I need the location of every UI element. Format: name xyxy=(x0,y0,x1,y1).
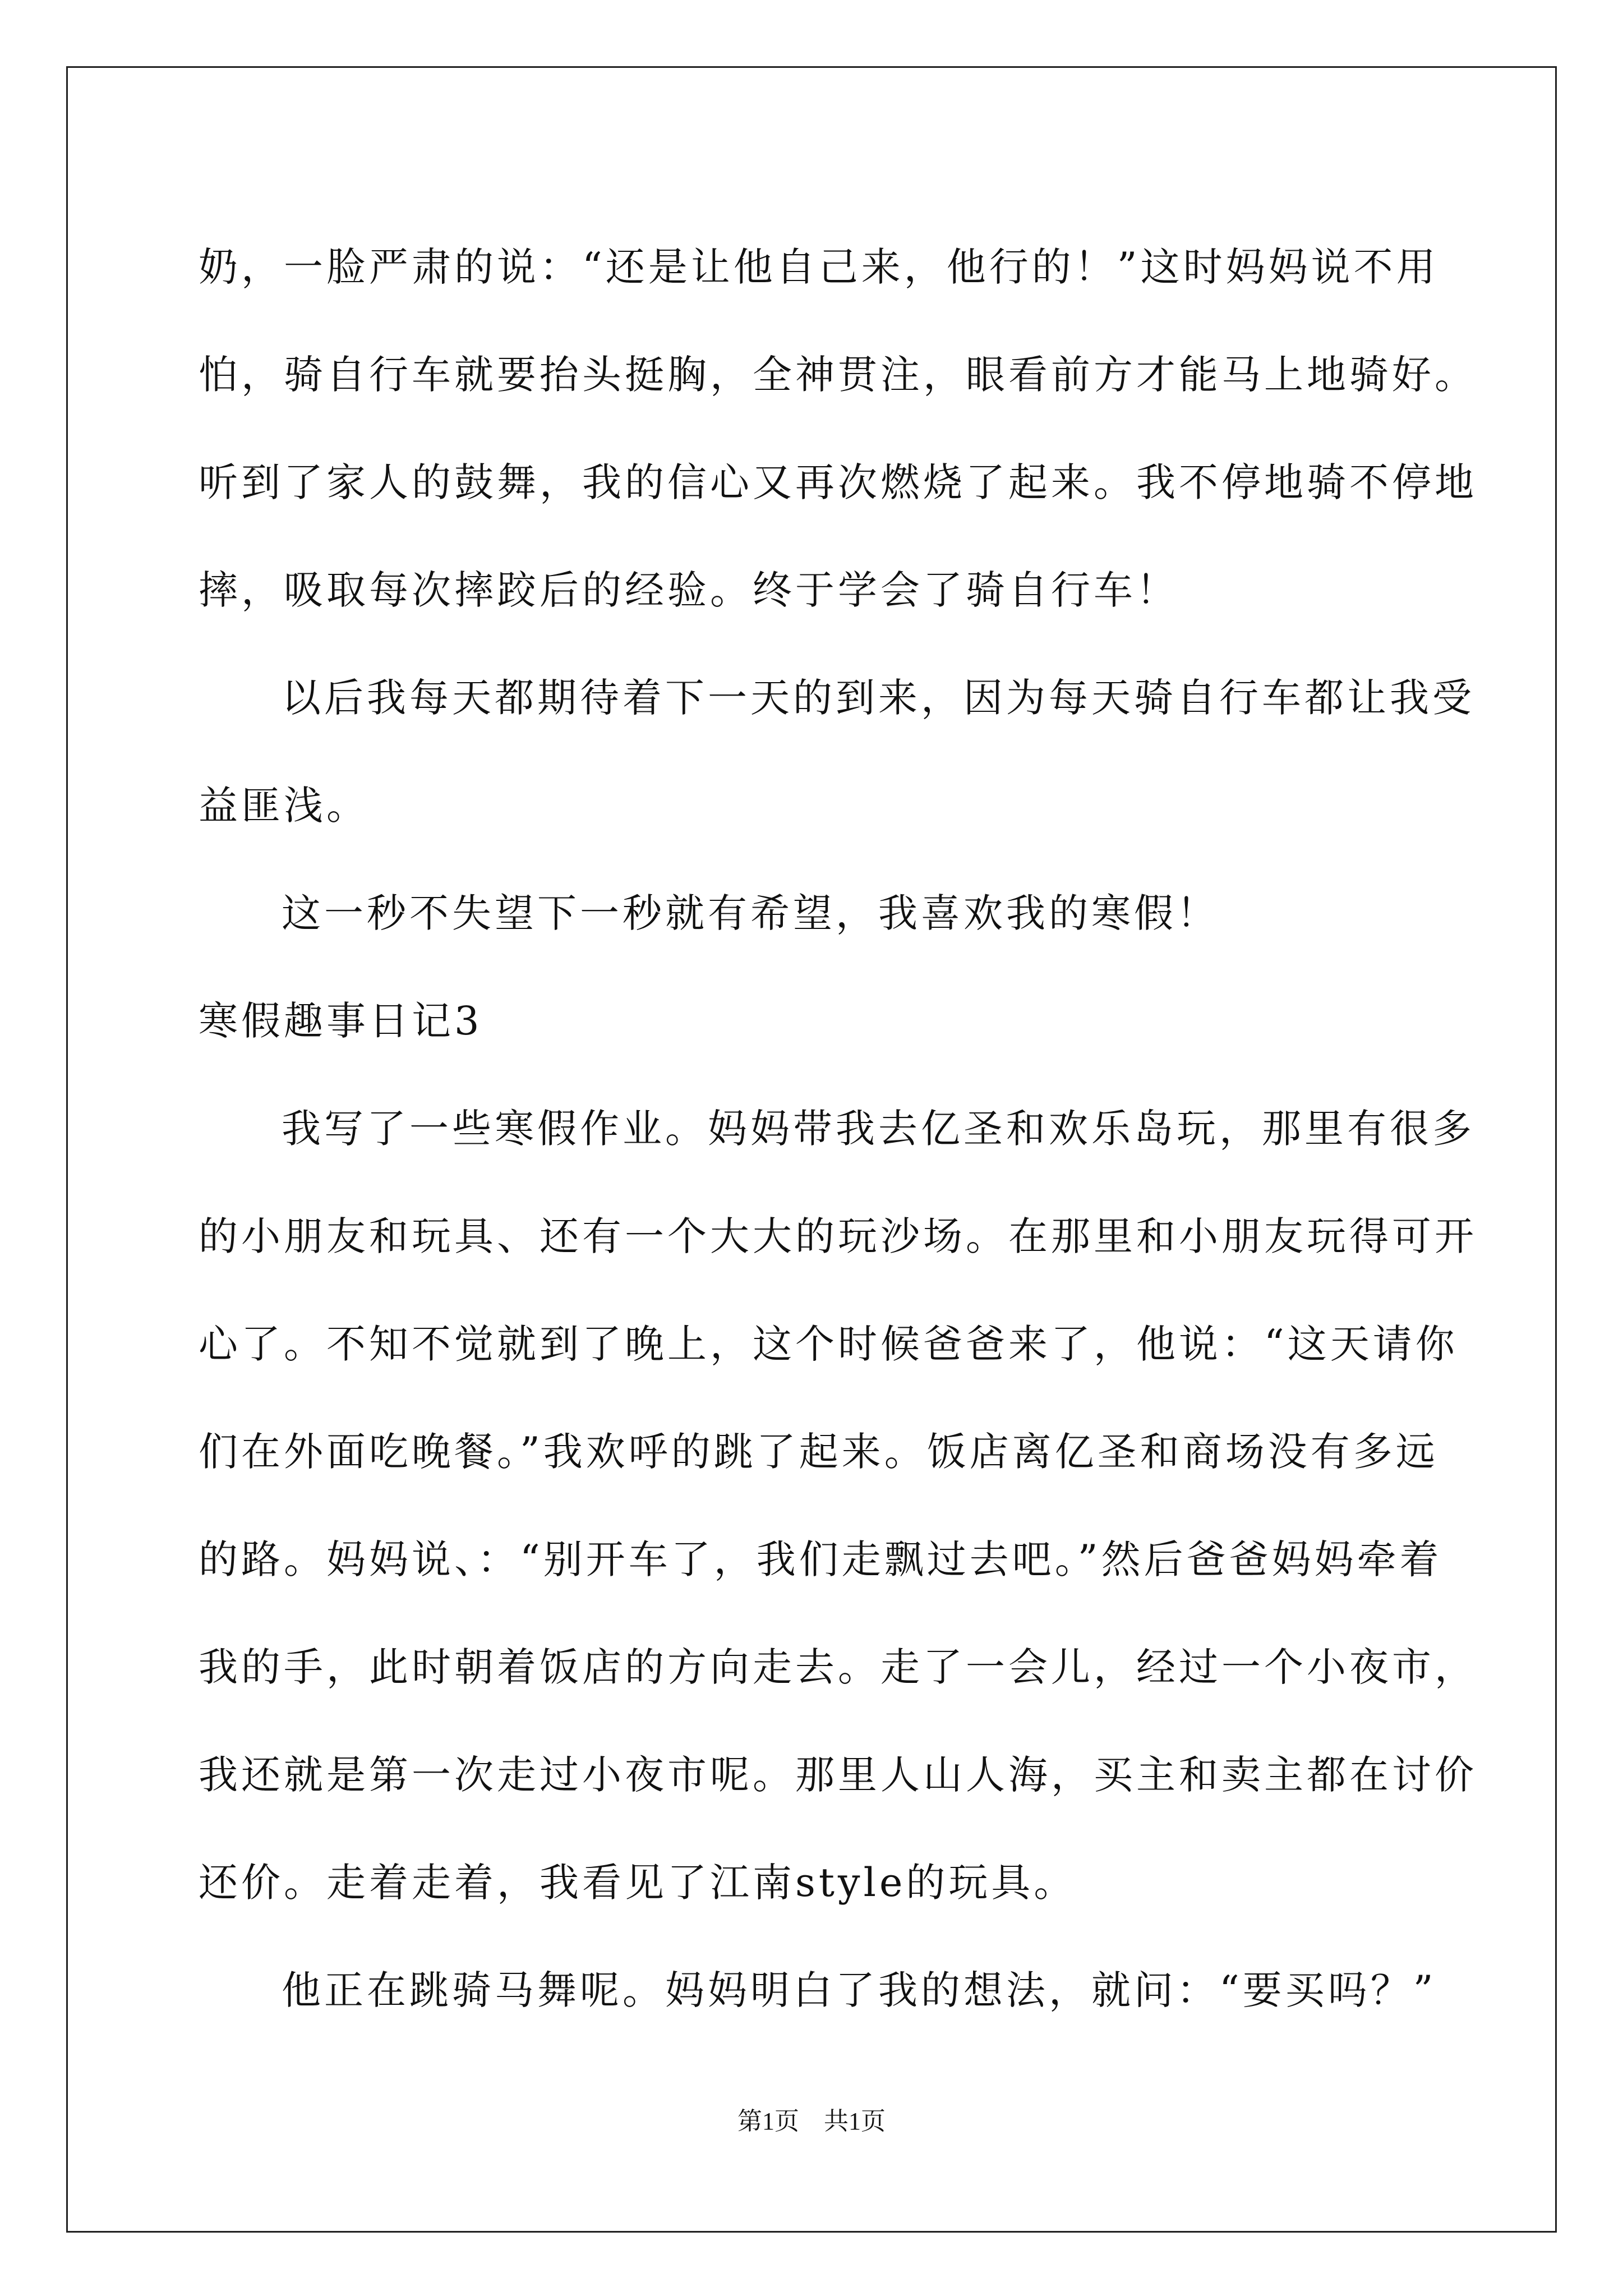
text-line: 他正在跳骑马舞呢。妈妈明白了我的想法，就问：“要买吗？” xyxy=(282,1967,1437,2013)
text-line: 我写了一些寒假作业。妈妈带我去亿圣和欢乐岛玩，那里有很多 xyxy=(282,1106,1475,1152)
document-body xyxy=(199,213,1477,2044)
text-line: 奶，一脸严肃的说：“还是让他自己来，他行的！”这时妈妈说不用 xyxy=(199,244,1439,290)
text-line: 心了。不知不觉就到了晚上，这个时候爸爸来了，他说：“这天请你 xyxy=(199,1321,1458,1367)
page-number-footer: 第1页 共1页 xyxy=(737,2108,886,2135)
text-line: 们在外面吃晚餐。”我欢呼的跳了起来。饭店离亿圣和商场没有多远 xyxy=(199,1429,1438,1475)
text-line: 的路。妈妈说、：“别开车了，我们走飘过去吧。”然后爸爸妈妈牵着 xyxy=(199,1536,1442,1582)
text-line: 还价。走着走着，我看见了江南style的玩具。 xyxy=(199,1860,1077,1906)
text-line: 我还就是第一次走过小夜市呢。那里人山人海，买主和卖主都在讨价 xyxy=(199,1752,1477,1798)
text-line: 这一秒不失望下一秒就有希望，我喜欢我的寒假！ xyxy=(282,890,1219,936)
section-heading: 寒假趣事日记3 xyxy=(199,998,483,1044)
text-line: 听到了家人的鼓舞，我的信心又再次燃烧了起来。我不停地骑不停地 xyxy=(199,459,1477,505)
text-line: 怕，骑自行车就要抬头挺胸，全神贯注，眼看前方才能马上地骑好。 xyxy=(199,352,1477,398)
text-line: 的小朋友和玩具、还有一个大大的玩沙场。在那里和小朋友玩得可开 xyxy=(199,1213,1477,1259)
text-line: 我的手，此时朝着饭店的方向走去。走了一会儿，经过一个小夜市， xyxy=(199,1644,1477,1690)
text-line: 以后我每天都期待着下一天的到来，因为每天骑自行车都让我受 xyxy=(282,675,1475,721)
text-line: 益匪浅。 xyxy=(199,783,369,829)
text-line: 摔，吸取每次摔跤后的经验。终于学会了骑自行车！ xyxy=(199,567,1179,613)
